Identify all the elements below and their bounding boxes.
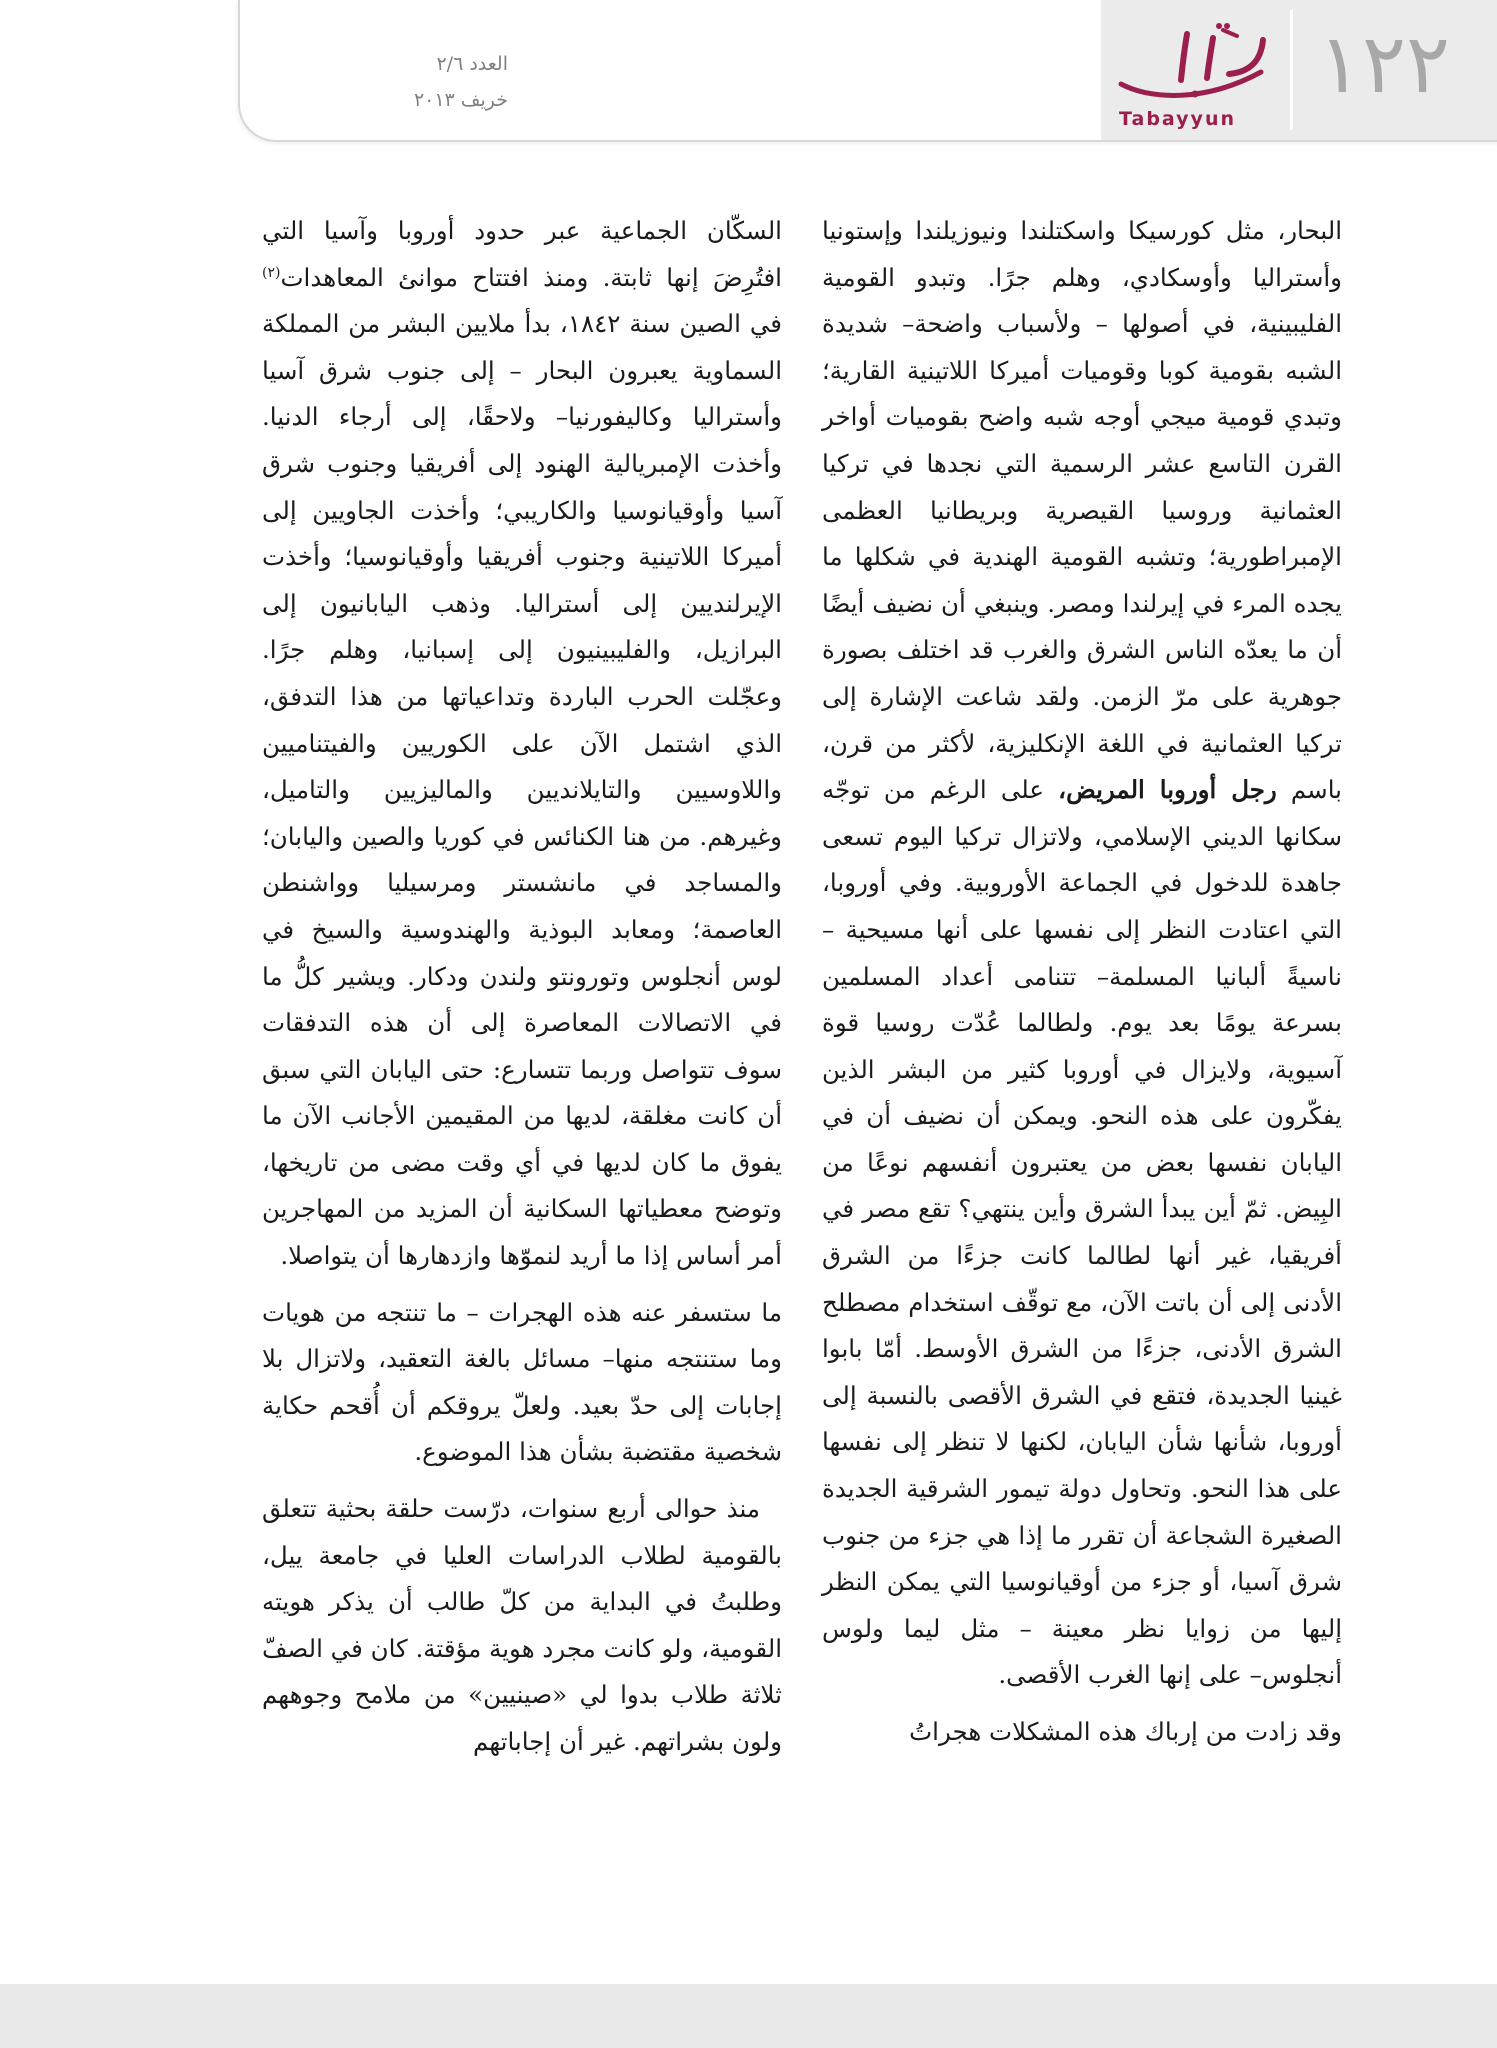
right-paragraph-1-text-a: البحار، مثل كورسيكا واسكتلندا ونيوزيلندا وإستونيا وأستراليا وأوسكادي، وهلم جرًا. وتبدو القومية الفليبينية، في أصولها – ولأسباب واضحة– شديدة الشبه بقومية كوبا وقوميات أميركا اللاتينية القارية؛ وتبدي قومية ميجي أوجه شبه واضح بقوميات أواخر القرن التاسع عشر الرسمية التي نجدها في تركيا العثمانية وروسيا القيصرية وبريطانيا العظمى الإمبراطورية؛ وتشبه القومية الهندية في شكلها ما يجده المرء في إيرلندا ومصر. وينبغي أن نضيف أيضًا أن ما يعدّه الناس الشرق والغرب قد اختلف بصورة جوهرية على مرّ الزمن. ولقد شاعت الإشارة إلى تركيا العثمانية في اللغة الإنكليزية، لأكثر من قرن، باسم (822, 216, 1342, 805)
tabayyun-logo-mark-icon (1111, 22, 1281, 102)
left-paragraph-1-text-a: السكّان الجماعية عبر حدود أوروبا وآسيا التي افتُرِضَ إنها ثابتة. ومنذ افتتاح موانئ المعاهدات (262, 216, 782, 292)
issue-number: العدد ٢/٦ (436, 53, 508, 75)
issue-info (288, 46, 508, 118)
right-paragraph-1-bold-term: رجل أوروبا المريض، (1058, 775, 1277, 805)
logo-latin-text: Tabayyun (1119, 108, 1236, 130)
left-paragraph-1-text-b: في الصين سنة ١٨٤٢، بدأ ملايين البشر من المملكة السماوية يعبرون البحار – إلى جنوب شرق آسيا وأستراليا وكاليفورنيا– ولاحقًا، إلى أرجاء الدنيا. وأخذت الإمبريالية الهنود إلى أفريقيا وجنوب شرق آسيا وأوقيانوسيا والكاريبي؛ وأخذت الجاويين إلى أميركا اللاتينية وجنوب أفريقيا وأوقيانوسيا؛ وأخذت الإيرلنديين إلى أستراليا. وذهب اليابانيون إلى البرازيل، والفليبينيون إلى إسبانيا، وهلم جرًا. وعجّلت الحرب الباردة وتداعياتها من هذا التدفق، الذي اشتمل الآن على الكوريين والفيتناميين واللاوسيين والتايلانديين والماليزيين والتاميل، وغيرهم. من هنا الكنائس في كوريا والصين واليابان؛ والمساجد في مانشستر ومرسيليا وواشنطن العاصمة؛ ومعابد البوذية والهندوسية والسيخ في لوس أنجلوس وتورونتو ولندن ودكار. ويشير كلُّ ما في الاتصالات المعاصرة إلى أن هذه التدفقات سوف تتواصل وربما تتسارع: حتى اليابان التي سبق أن كانت مغلقة، لديها من المقيمين الأجانب الآن ما يفوق ما كان لديها في أي وقت مضى من تاريخها، وتوضح معطياتها السكانية أن المزيد من المهاجرين أمر أساس إذا ما أريد لنموّها وازدهارها أن يتواصلا. (262, 309, 782, 1271)
right-paragraph-2: وقد زادت من إرباك هذه المشكلات هجراتُ (909, 1717, 1342, 1746)
brand-divider (1290, 10, 1293, 130)
left-column (262, 208, 782, 1766)
left-paragraph-3: منذ حوالى أربع سنوات، درّست حلقة بحثية تتعلق بالقومية لطلاب الدراسات العليا في جامعة ييل، وطلبتُ في البداية من كلّ طالب أن يذكر هويته القومية، ولو كانت مجرد هوية مؤقتة. كان في الصفّ ثلاثة طلاب بدوا لي «صينيين» من ملامح وجوههم ولون بشراتهم. غير أن إجاباتهم (262, 1494, 782, 1756)
right-column (822, 208, 1342, 1756)
right-paragraph-1-text-b: على الرغم من توجّه سكانها الديني الإسلامي، ولاتزال تركيا اليوم تسعى جاهدة للدخول في الجماعة الأوروبية. وفي أوروبا، التي اعتادت النظر إلى نفسها على أنها مسيحية – ناسيةً ألبانيا المسلمة– تتنامى أعداد المسلمين بسرعة يومًا بعد يوم. ولطالما عُدّت روسيا قوة آسيوية، ولايزال في أوروبا كثير من البشر الذين يفكّرون على هذه النحو. ويمكن أن نضيف أن في اليابان نفسها بعض من يعتبرون أنفسهم نوعًا من البِيض. ثمّ أين يبدأ الشرق وأين ينتهي؟ تقع مصر في أفريقيا، غير أنها لطالما كانت جزءًا من الشرق الأدنى إلى أن باتت الآن، مع توقّف استخدام مصطلح الشرق الأدنى، جزءًا من الشرق الأوسط. أمّا بابوا غينيا الجديدة، فتقع في الشرق الأقصى بالنسبة إلى أوروبا، شأنها شأن اليابان، لكنها لا تنظر إلى نفسها على هذا النحو. وتحاول دولة تيمور الشرقية الجديدة الصغيرة الشجاعة أن تقرر ما إذا هي جزء من جنوب شرق آسيا، أو جزء من أوقيانوسيا التي يمكن النظر إليها من زوايا نظر معينة – مثل ليما ولوس أنجلوس– على إنها الغرب الأقصى. (822, 775, 1342, 1690)
tabayyun-logo (1111, 22, 1281, 130)
page-number: ١٢٢ (1317, 17, 1451, 112)
left-paragraph-2: ما ستسفر عنه هذه الهجرات – ما تنتجه من هويات وما ستنتجه منها– مسائل بالغة التعقيد، ولاتزال بلا إجابات إلى حدّ بعيد. ولعلّ يروقكم أن أُقحم حكاية شخصية مقتضبة بشأن هذا الموضوع. (262, 1297, 782, 1467)
brand-block (1101, 0, 1497, 140)
footer-band (0, 1984, 1497, 2048)
right-paragraph-1 (822, 208, 1342, 1699)
left-paragraph-1 (262, 208, 782, 1280)
footnote-marker: (٢) (262, 264, 281, 281)
issue-season: خريف ٢٠١٣ (413, 89, 508, 111)
